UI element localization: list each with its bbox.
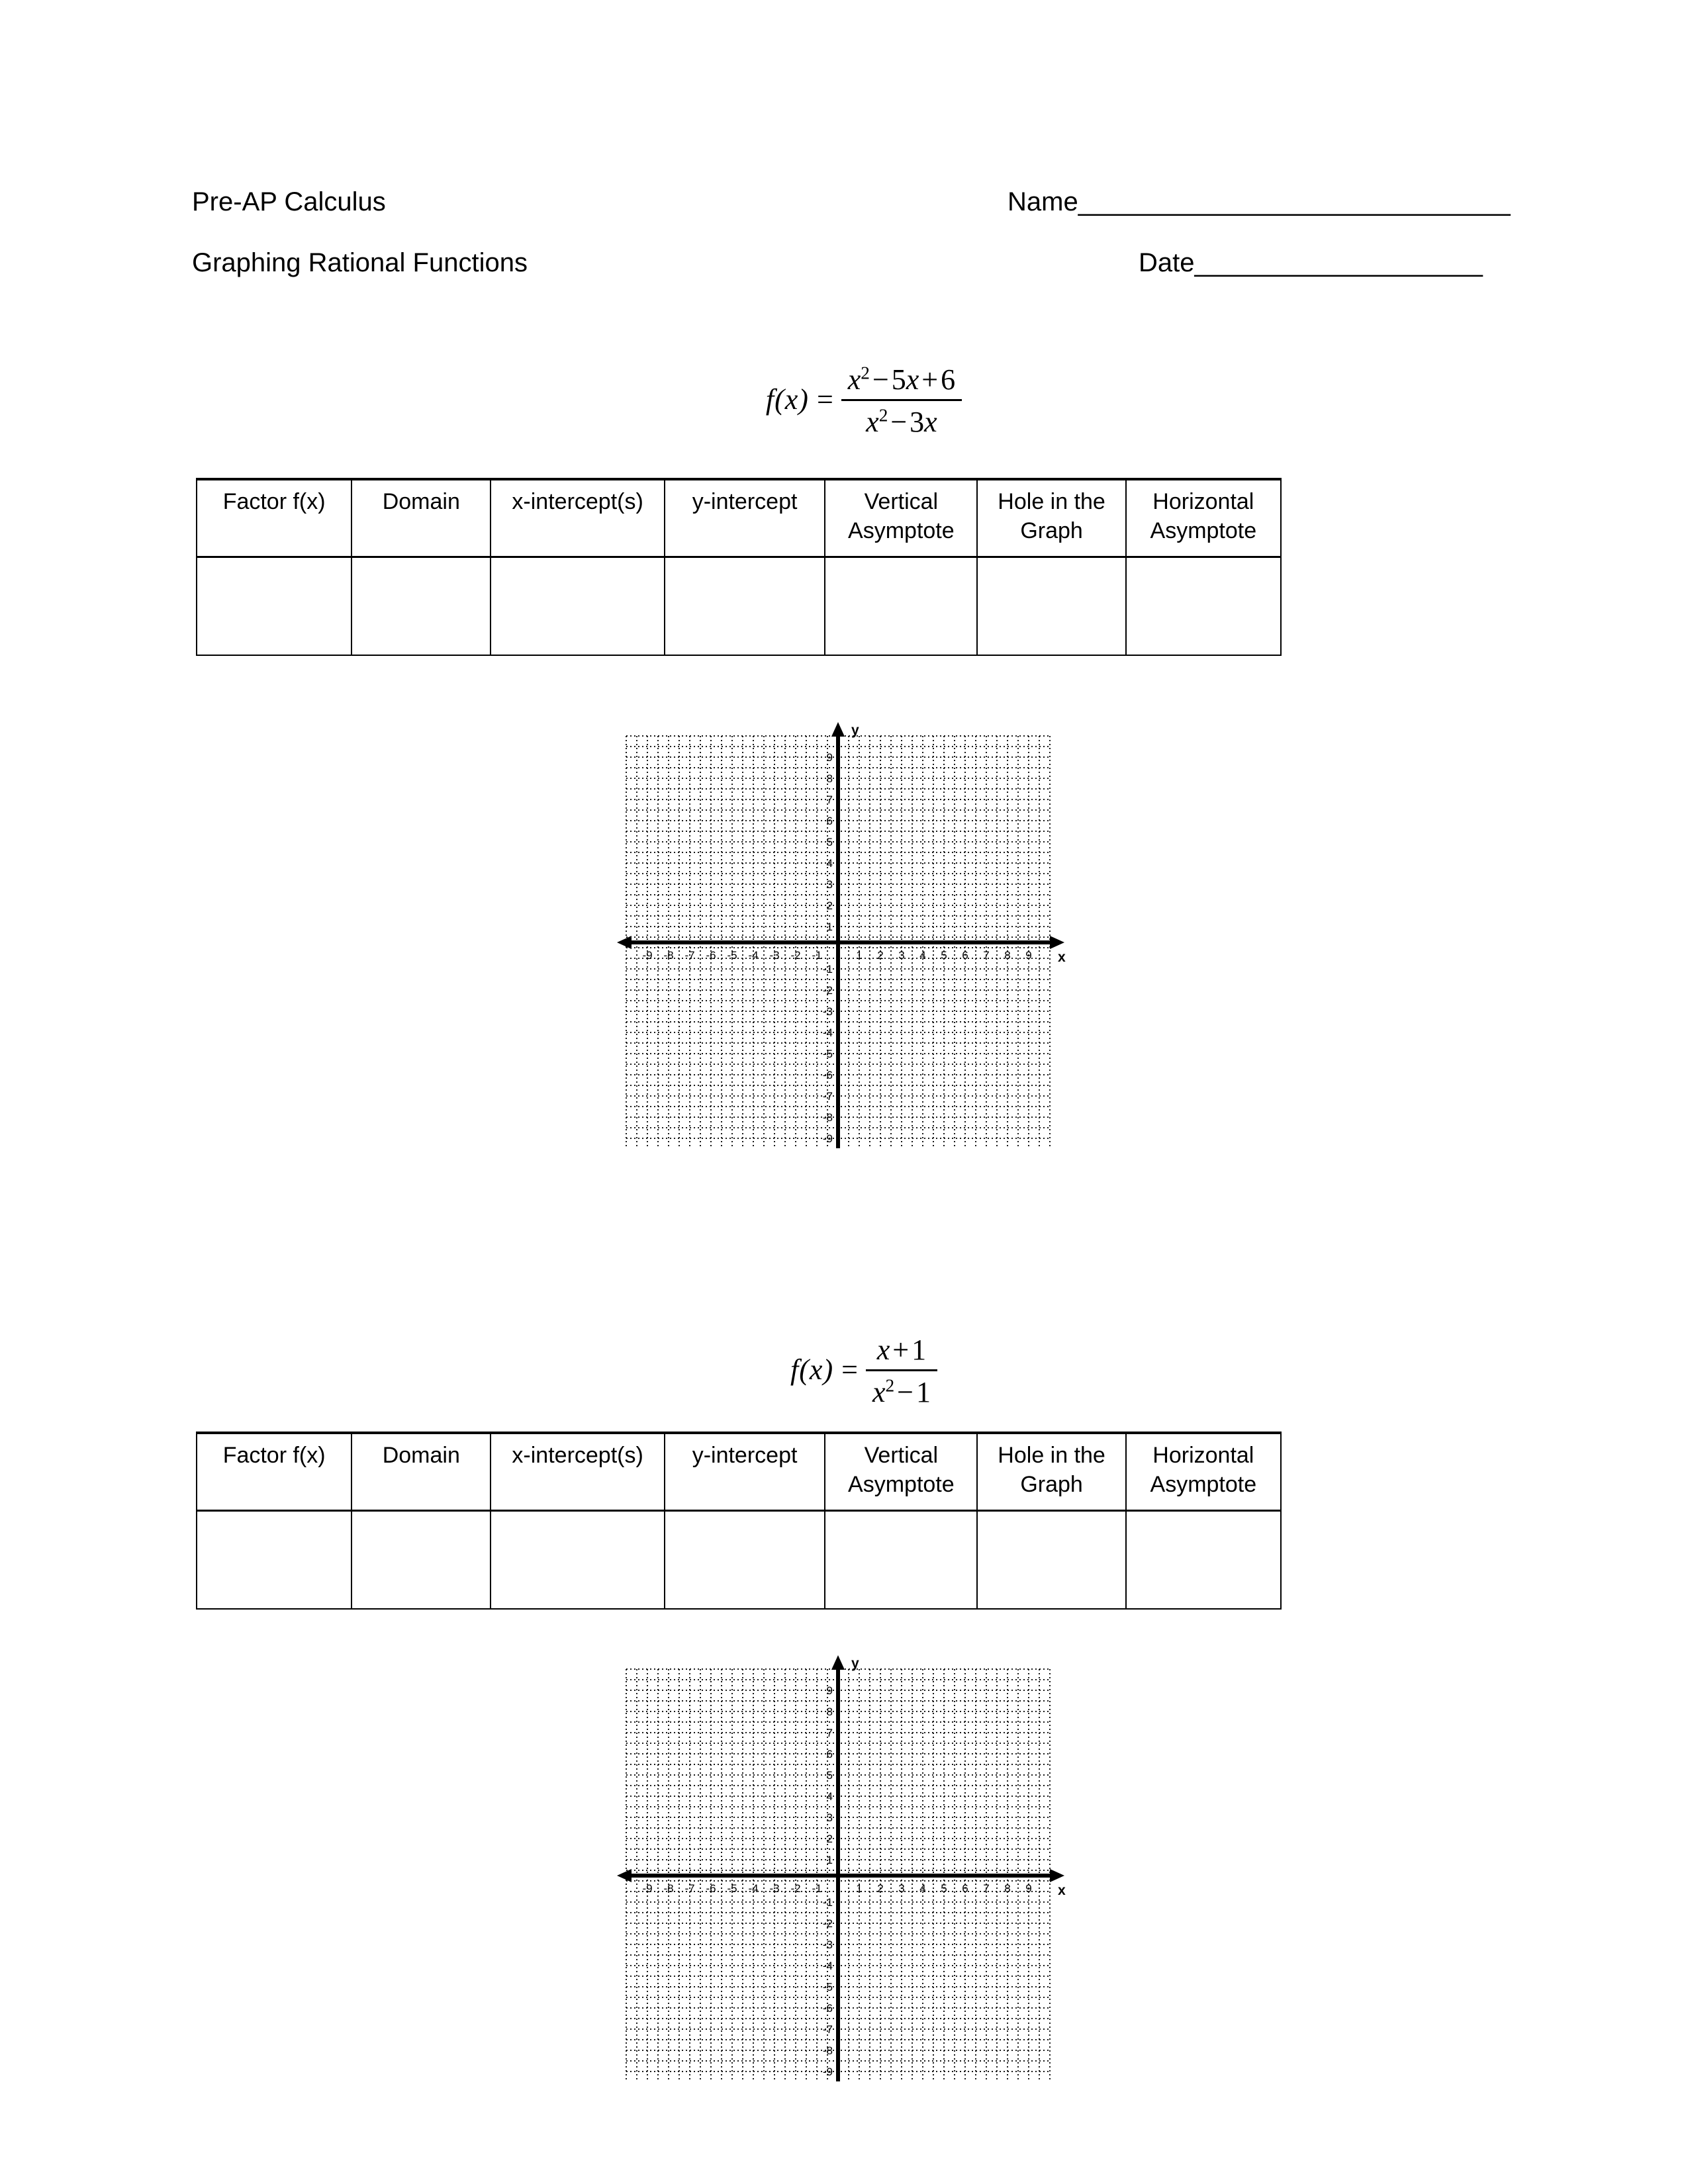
page-title: Graphing Rational Functions — [192, 248, 528, 277]
svg-text:1: 1 — [826, 921, 833, 933]
svg-text:6: 6 — [962, 1882, 968, 1895]
svg-text:-5: -5 — [822, 1981, 833, 1993]
answer-cell-domain[interactable] — [352, 557, 491, 656]
svg-text:3: 3 — [898, 1882, 905, 1895]
svg-text:-9: -9 — [642, 1882, 653, 1895]
worksheet-header — [192, 187, 1511, 308]
analysis-table-1 — [196, 478, 1282, 656]
svg-text:-1: -1 — [822, 1896, 833, 1909]
answer-cell-factor[interactable] — [197, 557, 352, 656]
svg-text:3: 3 — [898, 949, 905, 962]
col-header-vertical-asymptote: Vertical Asymptote — [825, 1433, 977, 1511]
col-header-y-intercept: y-intercept — [665, 1433, 825, 1511]
analysis-table-2 — [196, 1432, 1282, 1610]
svg-text:-5: -5 — [727, 949, 737, 962]
col-header-factor: Factor f(x) — [197, 1433, 352, 1511]
svg-text:2: 2 — [826, 1833, 833, 1845]
svg-text:6: 6 — [826, 815, 833, 827]
svg-text:-7: -7 — [822, 2023, 833, 2036]
svg-text:-4: -4 — [822, 1026, 833, 1039]
answer-cell-x-intercept[interactable] — [491, 1511, 665, 1610]
svg-text:7: 7 — [983, 1882, 990, 1895]
svg-text:9: 9 — [1025, 949, 1032, 962]
svg-text:4: 4 — [919, 1882, 926, 1895]
svg-text:1: 1 — [856, 1882, 863, 1895]
table-header-row — [197, 479, 1281, 557]
numerator-2: x+1 — [876, 1334, 927, 1366]
col-header-x-intercept: x-intercept(s) — [491, 479, 665, 557]
svg-text:-2: -2 — [790, 1882, 801, 1895]
answer-cell-domain[interactable] — [352, 1511, 491, 1610]
date-label: Date — [1139, 248, 1195, 277]
svg-text:-5: -5 — [822, 1048, 833, 1060]
answer-cell-horizontal-asymptote[interactable] — [1126, 557, 1281, 656]
svg-text:5: 5 — [941, 949, 947, 962]
date-field[interactable] — [1139, 248, 1482, 278]
date-blank-line: ____________________ — [1194, 248, 1483, 277]
svg-text:2: 2 — [877, 1882, 884, 1895]
equation-problem-1 — [0, 361, 1688, 437]
x-axis-label-2: x — [1058, 1883, 1066, 1898]
svg-text:-6: -6 — [822, 2002, 833, 2015]
graph-svg-1 — [609, 711, 1072, 1148]
fraction-2 — [866, 1333, 937, 1409]
svg-text:-2: -2 — [790, 949, 801, 962]
svg-text:-4: -4 — [822, 1960, 833, 1972]
y-axis-label-1: y — [851, 723, 859, 738]
col-header-factor: Factor f(x) — [197, 479, 352, 557]
coordinate-grid-2[interactable] — [609, 1645, 1072, 2081]
col-header-hole: Hole in the Graph — [977, 1433, 1125, 1511]
svg-text:-4: -4 — [748, 949, 759, 962]
numerator-1: $x^2-5x+6$ — [847, 363, 956, 396]
name-label: Name — [1008, 187, 1078, 216]
svg-text:2: 2 — [877, 949, 884, 962]
svg-text:-2: -2 — [822, 1917, 833, 1930]
svg-text:-8: -8 — [663, 949, 674, 962]
svg-text:8: 8 — [826, 1706, 833, 1718]
svg-text:-3: -3 — [822, 1005, 833, 1018]
denominator-1: $x^2-3x$ — [841, 399, 962, 439]
coordinate-grid-1[interactable] — [609, 711, 1072, 1148]
x-axis-label-1: x — [1058, 950, 1066, 965]
name-blank-line: ______________________________ — [1078, 187, 1511, 216]
svg-text:-8: -8 — [822, 1111, 833, 1124]
svg-text:9: 9 — [826, 1684, 833, 1697]
svg-text:5: 5 — [941, 1882, 947, 1895]
header-row-course — [192, 187, 1511, 248]
col-header-x-intercept: x-intercept(s) — [491, 1433, 665, 1511]
svg-text:9: 9 — [826, 751, 833, 764]
svg-text:-4: -4 — [748, 1882, 759, 1895]
answer-cell-hole[interactable] — [977, 1511, 1125, 1610]
svg-text:-8: -8 — [663, 1882, 674, 1895]
equation-problem-2 — [0, 1332, 1688, 1408]
svg-text:-1: -1 — [812, 949, 822, 962]
col-header-domain: Domain — [352, 1433, 491, 1511]
svg-text:6: 6 — [826, 1748, 833, 1760]
svg-text:4: 4 — [919, 949, 926, 962]
table-header-row — [197, 1433, 1281, 1511]
svg-text:9: 9 — [1025, 1882, 1032, 1895]
answer-cell-factor[interactable] — [197, 1511, 352, 1610]
svg-text:4: 4 — [826, 857, 833, 870]
answer-cell-vertical-asymptote[interactable] — [825, 1511, 977, 1610]
svg-text:-3: -3 — [769, 1882, 780, 1895]
svg-text:-9: -9 — [642, 949, 653, 962]
svg-text:1: 1 — [856, 949, 863, 962]
svg-text:-6: -6 — [706, 949, 716, 962]
answer-cell-x-intercept[interactable] — [491, 557, 665, 656]
svg-text:-8: -8 — [822, 2044, 833, 2057]
svg-text:-3: -3 — [769, 949, 780, 962]
svg-text:7: 7 — [826, 794, 833, 806]
svg-text:7: 7 — [983, 949, 990, 962]
answer-cell-horizontal-asymptote[interactable] — [1126, 1511, 1281, 1610]
col-header-horizontal-asymptote: Horizontal Asymptote — [1126, 1433, 1281, 1511]
denominator-2: $x^2-1$ — [866, 1369, 937, 1409]
svg-text:5: 5 — [826, 1769, 833, 1782]
answer-cell-y-intercept[interactable] — [665, 1511, 825, 1610]
fraction-1 — [841, 363, 962, 439]
svg-text:8: 8 — [1004, 949, 1011, 962]
svg-text:-1: -1 — [812, 1882, 822, 1895]
col-header-hole: Hole in the Graph — [977, 479, 1125, 557]
answer-cell-y-intercept[interactable] — [665, 557, 825, 656]
table-row — [197, 1511, 1281, 1610]
col-header-horizontal-asymptote: Horizontal Asymptote — [1126, 479, 1281, 557]
svg-text:8: 8 — [1004, 1882, 1011, 1895]
svg-text:8: 8 — [826, 772, 833, 785]
svg-text:3: 3 — [826, 1811, 833, 1824]
svg-text:-1: -1 — [822, 963, 833, 976]
svg-text:-6: -6 — [706, 1882, 716, 1895]
table-row — [197, 557, 1281, 656]
col-header-y-intercept: y-intercept — [665, 479, 825, 557]
col-header-vertical-asymptote: Vertical Asymptote — [825, 479, 977, 557]
svg-text:5: 5 — [826, 836, 833, 848]
answer-cell-hole[interactable] — [977, 557, 1125, 656]
svg-text:-9: -9 — [822, 1132, 833, 1145]
name-field[interactable] — [1008, 187, 1510, 217]
y-axis-label-2: y — [851, 1656, 859, 1671]
equals-sign-2: = — [841, 1353, 858, 1386]
equals-sign-1: = — [816, 383, 833, 416]
svg-text:1: 1 — [826, 1854, 833, 1866]
graph-svg-2 — [609, 1645, 1072, 2081]
svg-text:-2: -2 — [822, 984, 833, 997]
svg-text:-3: -3 — [822, 1938, 833, 1951]
svg-text:7: 7 — [826, 1727, 833, 1739]
answer-cell-vertical-asymptote[interactable] — [825, 557, 977, 656]
function-notation-1: f(x) — [765, 383, 809, 416]
function-notation-2: f(x) — [790, 1353, 834, 1386]
col-header-domain: Domain — [352, 479, 491, 557]
svg-text:4: 4 — [826, 1790, 833, 1803]
svg-text:6: 6 — [962, 949, 968, 962]
header-row-title — [192, 248, 1489, 308]
svg-text:2: 2 — [826, 899, 833, 912]
svg-text:-7: -7 — [822, 1090, 833, 1103]
svg-text:3: 3 — [826, 878, 833, 891]
svg-text:-5: -5 — [727, 1882, 737, 1895]
svg-text:-6: -6 — [822, 1069, 833, 1081]
svg-text:-9: -9 — [822, 2066, 833, 2078]
svg-text:-7: -7 — [684, 1882, 695, 1895]
course-title: Pre-AP Calculus — [192, 187, 386, 216]
svg-text:-7: -7 — [684, 949, 695, 962]
